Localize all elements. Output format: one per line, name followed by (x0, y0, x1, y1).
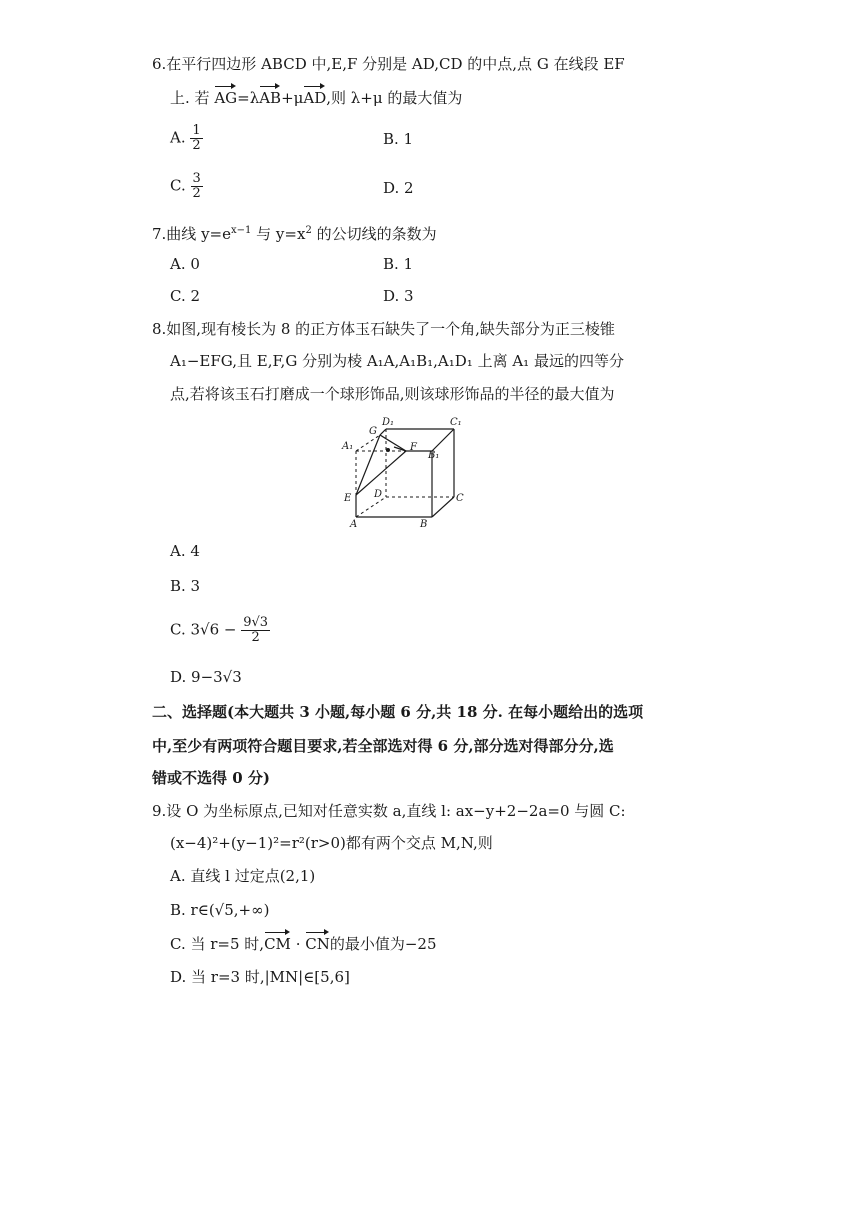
q9-option-c (170, 934, 437, 954)
label-A1: A₁ (342, 441, 354, 452)
q7-stem-mid: 与 y=x (251, 225, 306, 243)
section2-heading-line1: 二、选择题(本大题共 3 小题,每小题 6 分,共 18 分. 在每小题给出的选项 (152, 703, 644, 721)
q6-eq-lambda: =λ (237, 89, 260, 107)
fraction-numerator: 3 (192, 171, 201, 186)
figure-dot (386, 448, 390, 452)
label-D1: D₁ (382, 417, 395, 428)
q7-exponent: x−1 (231, 225, 252, 236)
q8-option-c-pre: C. 3√6 − (170, 620, 237, 639)
q7-option-d: D. 3 (383, 287, 414, 305)
edge-E-G (356, 435, 380, 495)
q9-stem-line2: (x−4)²+(y−1)²=r²(r>0)都有两个交点 M,N,则 (170, 834, 493, 852)
q9-option-c-post: 的最小值为−25 (329, 935, 437, 953)
q6-option-c (170, 172, 203, 201)
label-E: E (344, 493, 352, 504)
q7-stem-post: 的公切线的条数为 (311, 225, 437, 243)
q6-stem-post: ,则 λ+μ 的最大值为 (326, 89, 463, 107)
q7-option-c: C. 2 (170, 287, 201, 305)
edge-G-D1 (380, 429, 386, 435)
q6-option-b: B. 1 (383, 130, 414, 148)
edge-B-C (432, 497, 454, 517)
q9-option-d: D. 当 r=3 时,|MN|∈[5,6] (170, 968, 350, 986)
q8-option-a: A. 4 (170, 542, 200, 560)
hidden-edge-A-D (356, 497, 386, 517)
q6-option-a-fraction (190, 124, 202, 153)
q9-option-a: A. 直线 l 过定点(2,1) (170, 867, 316, 885)
label-C: C (456, 493, 464, 504)
edge-G-F (380, 435, 406, 451)
q7-option-a: A. 0 (170, 255, 200, 273)
q9-option-b: B. r∈(√5,+∞) (170, 901, 270, 919)
section2-heading-line2: 中,至少有两项符合题目要求,若全部选对得 6 分,部分选对得部分分,选 (152, 737, 614, 755)
q9-stem-line1: 9.设 O 为坐标原点,已知对任意实数 a,直线 l: ax−y+2−2a=0 与圆 C: (152, 802, 626, 820)
q8-option-c (170, 616, 270, 645)
fraction-denominator: 2 (192, 186, 201, 201)
fraction-denominator: 2 (192, 138, 201, 153)
dot-operator: · (290, 935, 306, 953)
section2-heading-line3: 错或不选得 0 分) (152, 769, 270, 787)
label-D: D (374, 489, 383, 500)
vector-AD: AD (303, 89, 327, 107)
label-C1: C₁ (450, 417, 462, 428)
fraction-numerator: 1 (192, 123, 201, 138)
q6-option-a-label: A. (170, 128, 186, 147)
q7-stem-pre: 7.曲线 y=e (152, 225, 231, 243)
label-A: A (350, 519, 358, 530)
fraction-denominator: 2 (251, 630, 260, 645)
q6-stem-pre: 上. 若 (170, 89, 215, 107)
q8-stem-line2: A₁−EFG,且 E,F,G 分别为棱 A₁A,A₁B₁,A₁D₁ 上离 A₁ 最远的四等分 (170, 352, 624, 370)
q6-option-c-fraction (191, 172, 203, 201)
label-F: F (410, 442, 417, 453)
vector-AG: AG (214, 89, 238, 107)
edge-B1-C1 (432, 429, 454, 451)
q9-option-c-pre: C. 当 r=5 时, (170, 935, 265, 953)
q8-option-c-fraction (241, 616, 270, 645)
vector-AB: AB (259, 89, 282, 107)
q6-option-a (170, 124, 203, 153)
label-B1: B₁ (428, 450, 440, 461)
vector-CN: CN (305, 935, 330, 953)
q6-option-c-label: C. (170, 176, 186, 195)
q7-stem (152, 221, 437, 244)
fraction-numerator: 9√3 (243, 615, 269, 630)
q7-option-b: B. 1 (383, 255, 414, 273)
q6-stem-line2 (170, 88, 462, 108)
cube-figure (334, 413, 474, 533)
q6-plus-mu: +μ (281, 89, 304, 107)
q8-stem-line3: 点,若将该玉石打磨成一个球形饰品,则该球形饰品的半径的最大值为 (170, 385, 615, 403)
q6-option-d: D. 2 (383, 179, 414, 197)
q8-option-b: B. 3 (170, 577, 201, 595)
vector-CM: CM (264, 935, 291, 953)
label-B: B (420, 519, 428, 530)
q8-option-d: D. 9−3√3 (170, 668, 242, 686)
label-G: G (369, 426, 377, 437)
q6-stem-line1: 6.在平行四边形 ABCD 中,E,F 分别是 AD,CD 的中点,点 G 在线段 EF (152, 55, 625, 73)
q7-exponent-2: 2 (305, 225, 312, 236)
q8-stem-line1: 8.如图,现有棱长为 8 的正方体玉石缺失了一个角,缺失部分为正三棱锥 (152, 320, 615, 338)
